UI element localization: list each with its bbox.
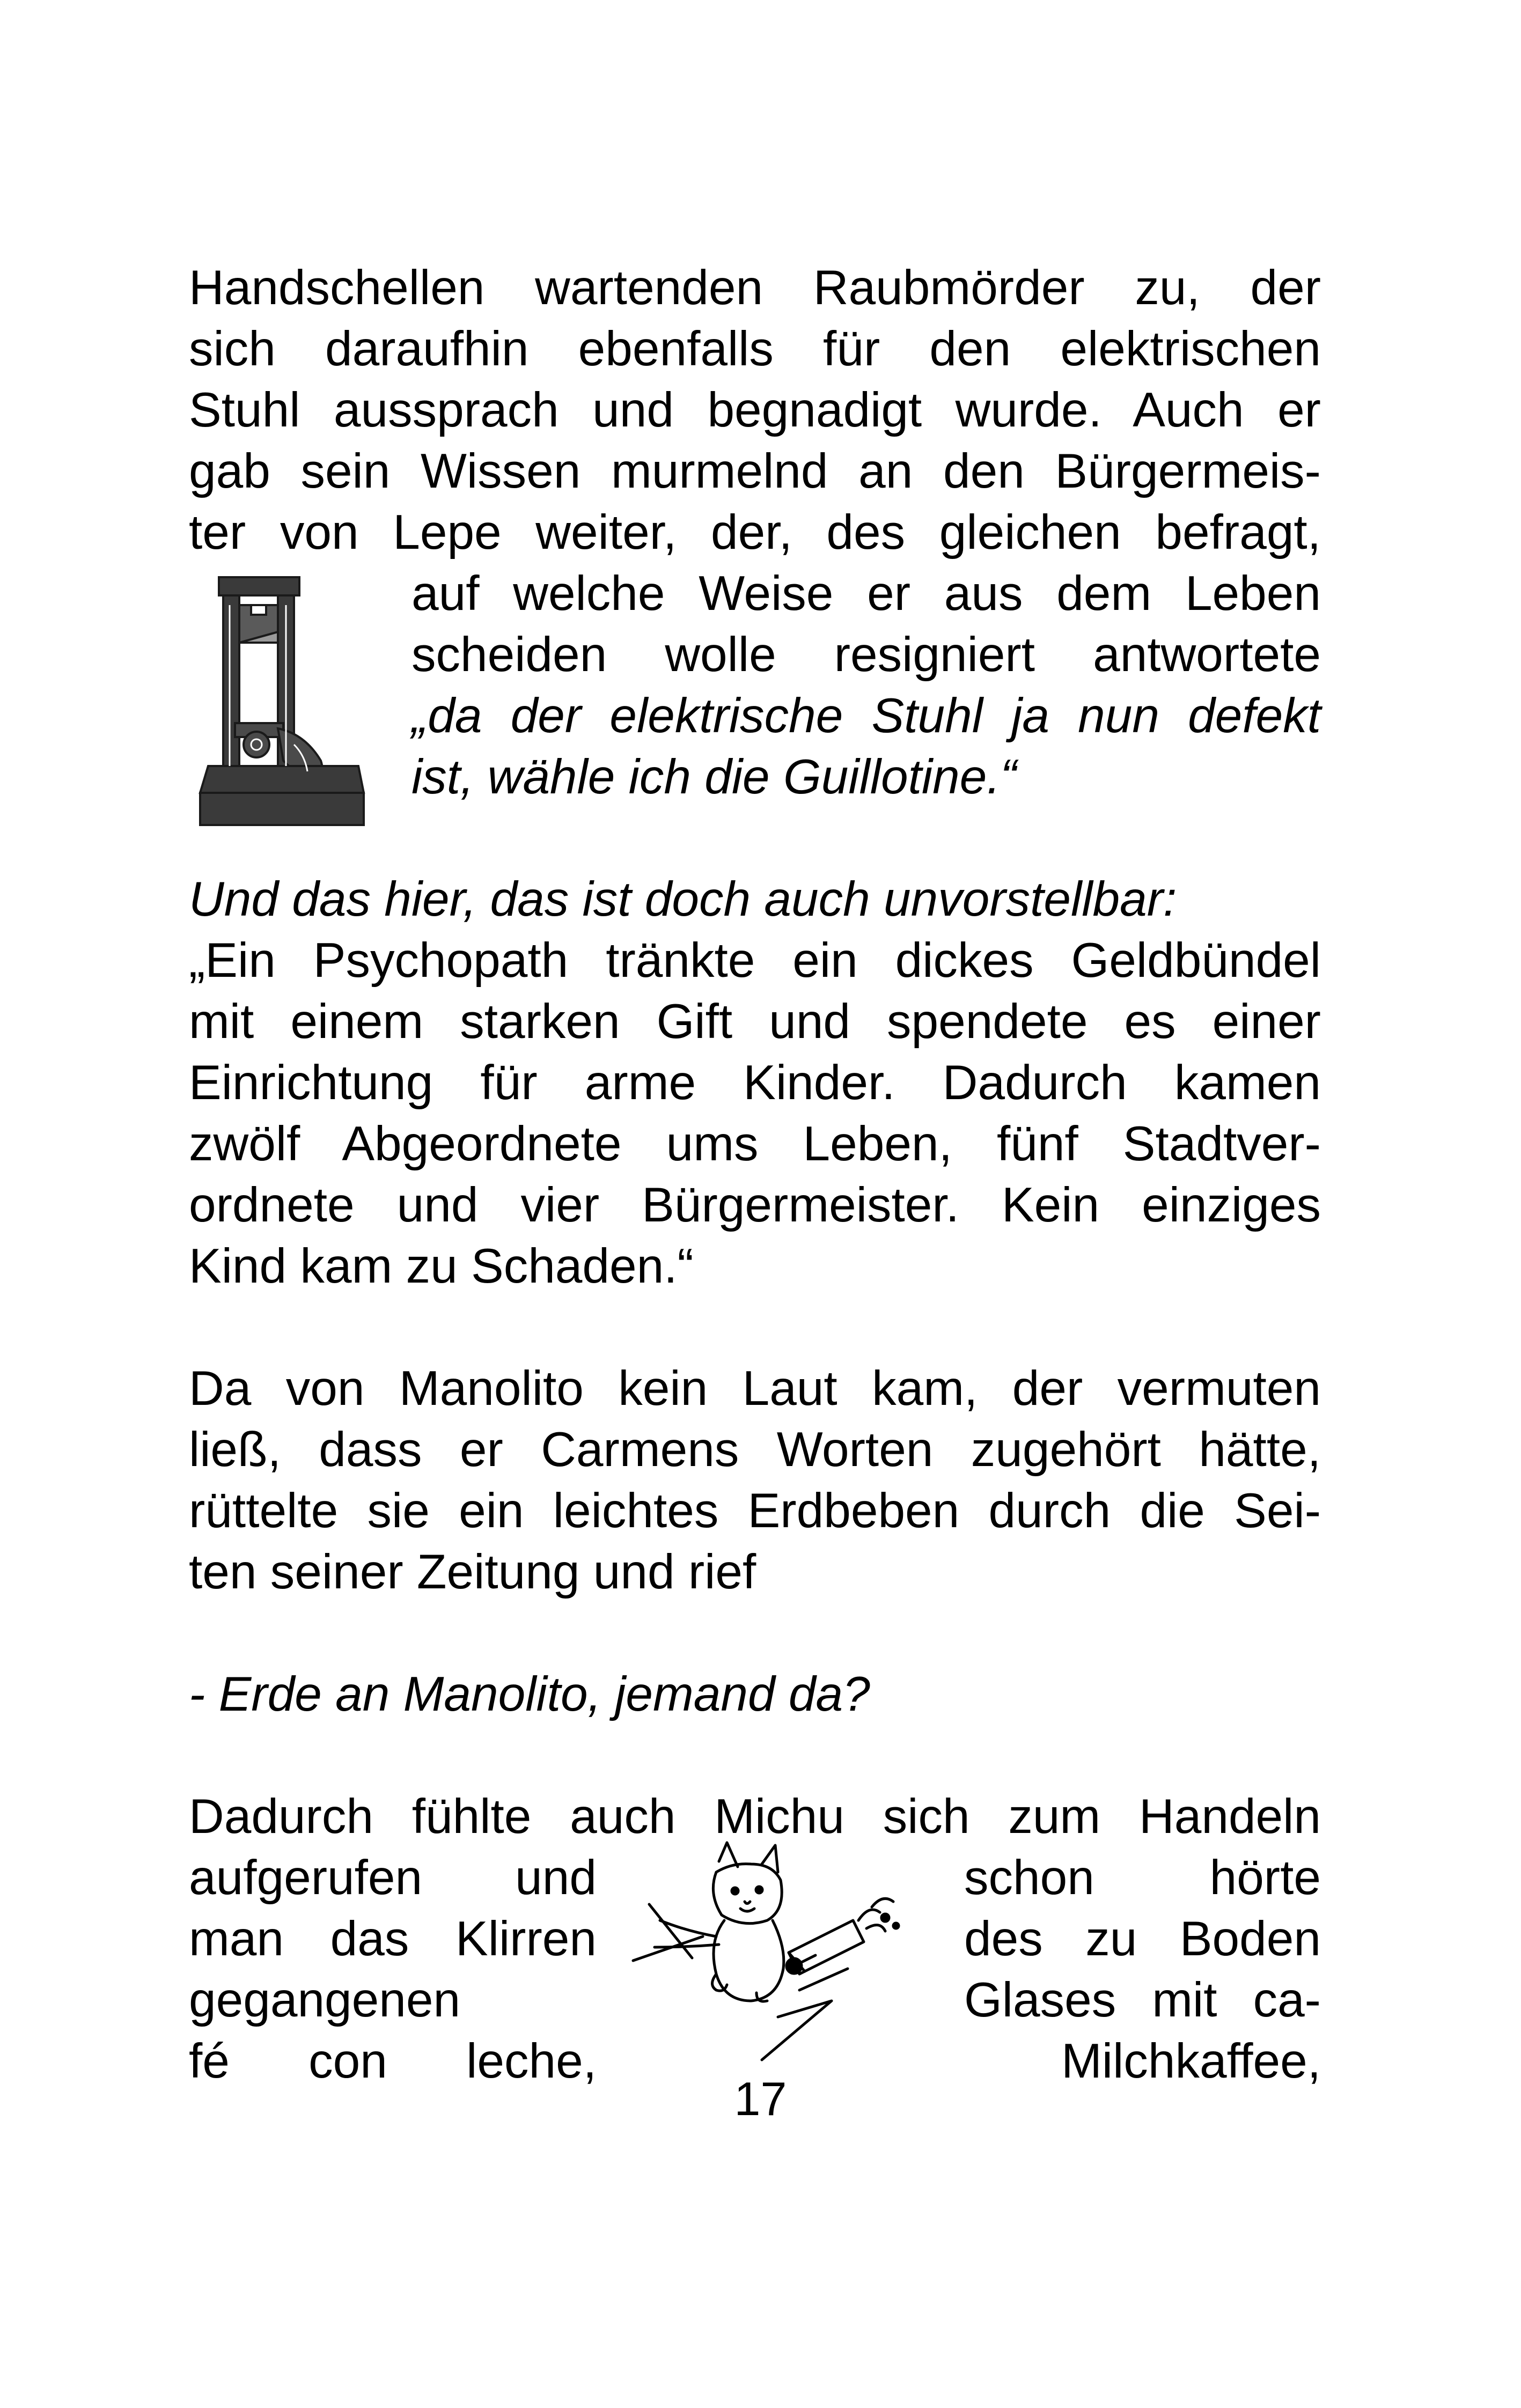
cat-illustration	[628, 1840, 917, 2065]
text-line: ließ, dass er Carmens Worten zugehört hätte,	[189, 1423, 1321, 1477]
paragraph-heading: Und das hier, das ist doch auch unvorstellbar:	[189, 872, 1177, 926]
text-line: Stuhl aussprach und begnadigt wurde. Auch er	[189, 383, 1321, 437]
text-line: Dadurch fühlte auch Michu sich zum Handeln	[189, 1790, 1321, 1844]
text-line: Handschellen wartenden Raubmörder zu, der	[189, 261, 1321, 315]
text-line: auf welche Weise er aus dem Leben	[412, 566, 1321, 621]
quote-line: ist, wähle ich die Guillotine.“	[412, 750, 1017, 804]
text-line: sich daraufhin ebenfalls für den elektrischen	[189, 322, 1321, 376]
text-line: ordnete und vier Bürgermeister. Kein einziges	[189, 1178, 1321, 1232]
row-right-text: Glases mit ca-	[964, 1973, 1321, 2027]
quote-line: „da der elektrische Stuhl ja nun defekt	[412, 689, 1321, 743]
text-line: „Ein Psychopath tränkte ein dickes Geldbündel	[189, 933, 1321, 988]
text-line: ten seiner Zeitung und rief	[189, 1545, 756, 1599]
page-number: 17	[734, 2072, 787, 2125]
text-line: Kind kam zu Schaden.“	[189, 1239, 694, 1293]
text-line: scheiden wolle resigniert antwortete	[412, 628, 1321, 682]
row-right-text: des zu Boden	[964, 1912, 1321, 1966]
page-text	[189, 257, 1321, 2092]
paragraph-gap	[189, 1725, 1321, 1786]
guillotine-illustration	[197, 568, 369, 830]
row-left-text: gegangenen	[189, 1973, 461, 2027]
row-left-text: fé con leche,	[189, 2034, 597, 2088]
text-line: Einrichtung für arme Kinder. Dadurch kamen	[189, 1056, 1321, 1110]
row-left-text: aufgerufen und	[189, 1851, 597, 1905]
dialog-line: - Erde an Manolito, jemand da?	[189, 1667, 870, 1721]
text-line: gab sein Wissen murmelnd an den Bürgermeis-	[189, 444, 1321, 498]
paragraph-gap	[189, 1603, 1321, 1664]
text-line: zwölf Abgeordnete ums Leben, fünf Stadtver-	[189, 1117, 1321, 1171]
row-left-text: man das Klirren	[189, 1912, 597, 1966]
text-line: mit einem starken Gift und spendete es einer	[189, 995, 1321, 1049]
paragraph-gap	[189, 1297, 1321, 1358]
text-line: rüttelte sie ein leichtes Erdbeben durch die Sei-	[189, 1484, 1321, 1538]
text-line: Da von Manolito kein Laut kam, der vermuten	[189, 1361, 1321, 1416]
row-right-text: Milchkaffee,	[1061, 2034, 1321, 2088]
text-line: ter von Lepe weiter, der, des gleichen befragt,	[189, 505, 1321, 559]
row-right-text: schon hörte	[964, 1851, 1321, 1905]
